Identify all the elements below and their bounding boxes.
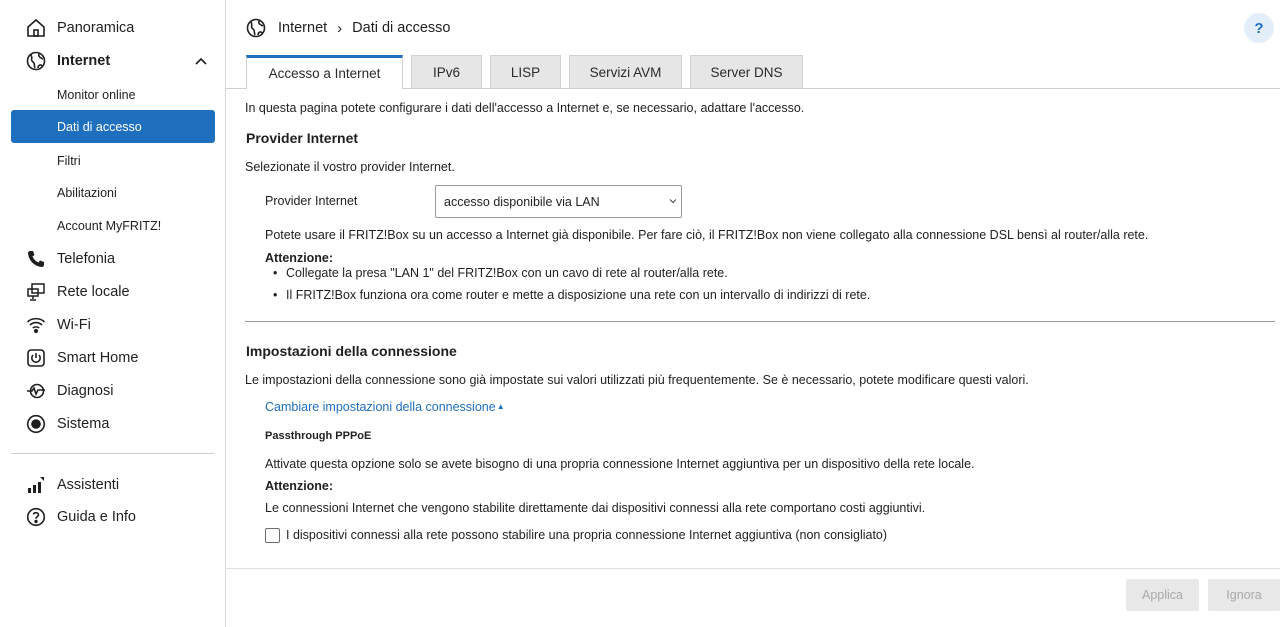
pppoe-info: Attivate questa opzione solo se avete bisogno di una propria connessione Internet aggiuntiva per un dispositivo della rete locale. bbox=[265, 457, 975, 471]
link-text: Cambiare impostazioni della connessione bbox=[265, 400, 496, 414]
wifi-icon bbox=[24, 313, 48, 337]
provider-label: Provider Internet bbox=[265, 194, 358, 208]
tab-lisp[interactable]: LISP bbox=[490, 55, 561, 88]
sidebar-item-wifi[interactable] bbox=[11, 308, 215, 341]
sidebar-subitem-abilitazioni[interactable] bbox=[11, 176, 215, 209]
sidebar-item-label: Telefonia bbox=[57, 250, 116, 267]
sidebar-item-internet[interactable] bbox=[11, 44, 215, 77]
sidebar-item-label: Diagnosi bbox=[57, 382, 114, 399]
sidebar-subitem-label: Monitor online bbox=[57, 87, 136, 102]
help-circle-icon bbox=[24, 505, 48, 529]
provider-info: Potete usare il FRITZ!Box su un accesso a Internet già disponibile. Per fare ciò, il FRITZ!Box non viene collegato alla connessione DSL bensì al router/alla rete. bbox=[265, 228, 1149, 242]
sidebar-item-sistema[interactable] bbox=[11, 407, 215, 440]
assistant-icon bbox=[24, 473, 48, 497]
sidebar-subitem-label: Dati di accesso bbox=[57, 119, 142, 134]
tab-accesso-a-internet[interactable]: Accesso a Internet bbox=[246, 55, 403, 89]
section-heading-provider: Provider Internet bbox=[246, 130, 359, 146]
pppoe-checkbox-label[interactable]: I dispositivi connessi alla rete possono stabilire una propria connessione Internet aggiuntiva (non consigliato) bbox=[286, 528, 888, 542]
power-icon bbox=[24, 346, 48, 370]
connection-info: Le impostazioni della connessione sono già impostate sui valori utilizzati più frequentemente. Se è necessario, potete modificare questi valori. bbox=[245, 373, 1029, 387]
cancel-button[interactable]: Ignora bbox=[1208, 579, 1280, 611]
sidebar-divider bbox=[11, 453, 214, 454]
sidebar-item-label: Wi-Fi bbox=[57, 316, 91, 333]
sidebar-item-telefonia[interactable] bbox=[11, 242, 215, 275]
sidebar-subitem-monitor-online[interactable] bbox=[11, 78, 215, 111]
sidebar-item-label: Guida e Info bbox=[57, 508, 136, 525]
sidebar-subitem-label: Account MyFRITZ! bbox=[57, 218, 162, 233]
caret-up-icon: ▲ bbox=[496, 402, 505, 411]
breadcrumb-separator: › bbox=[337, 19, 343, 37]
help-button[interactable]: ? bbox=[1244, 13, 1274, 43]
sidebar-item-panoramica[interactable] bbox=[11, 11, 215, 44]
home-icon bbox=[24, 16, 48, 40]
section-divider bbox=[245, 321, 1275, 322]
tab-server-dns[interactable]: Server DNS bbox=[690, 55, 803, 88]
sidebar-subitem-label: Abilitazioni bbox=[57, 185, 117, 200]
apply-button[interactable]: Applica bbox=[1126, 579, 1199, 611]
sidebar-item-label: Internet bbox=[57, 52, 111, 69]
footer-divider bbox=[226, 568, 1280, 569]
sidebar-item-guida-e-info[interactable] bbox=[11, 500, 215, 533]
bullet-dot: • bbox=[273, 288, 278, 302]
sidebar-item-assistenti[interactable] bbox=[11, 468, 215, 501]
sidebar-item-label: Panoramica bbox=[57, 19, 135, 36]
network-icon bbox=[24, 280, 48, 304]
breadcrumb-current: Dati di accesso bbox=[352, 20, 451, 36]
provider-select-value: accesso disponibile via LAN bbox=[444, 194, 600, 209]
chevron-down-icon bbox=[669, 197, 677, 205]
sidebar-subitem-label: Filtri bbox=[57, 153, 81, 168]
globe-icon bbox=[24, 49, 48, 73]
globe-icon bbox=[246, 18, 266, 38]
list-item bbox=[273, 266, 728, 280]
section-heading-connection: Impostazioni della connessione bbox=[246, 343, 457, 359]
tab-servizi-avm[interactable]: Servizi AVM bbox=[569, 55, 682, 88]
provider-prompt: Selezionate il vostro provider Internet. bbox=[245, 160, 455, 174]
sidebar-subitem-account-myfritz[interactable] bbox=[11, 209, 215, 242]
sidebar-item-label: Smart Home bbox=[57, 349, 139, 366]
diagnosis-icon bbox=[24, 379, 48, 403]
tab-ipv6[interactable]: IPv6 bbox=[411, 55, 482, 88]
pppoe-checkbox[interactable] bbox=[265, 528, 280, 543]
change-connection-settings-link[interactable] bbox=[265, 400, 505, 414]
pppoe-warning: Le connessioni Internet che vengono stabilite direttamente dai dispositivi connessi alla rete comportano costi aggiuntivi. bbox=[265, 501, 926, 515]
list-item-text: Il FRITZ!Box funziona ora come router e mette a disposizione una rete con un intervallo di indirizzi di rete. bbox=[286, 288, 871, 302]
sidebar-item-rete-locale[interactable] bbox=[11, 275, 215, 308]
pppoe-attention-label: Attenzione: bbox=[265, 479, 334, 493]
sidebar bbox=[0, 0, 226, 627]
breadcrumb bbox=[246, 16, 451, 40]
bullet-dot: • bbox=[273, 266, 278, 280]
phone-icon bbox=[24, 247, 48, 271]
chevron-up-icon bbox=[193, 53, 209, 69]
sidebar-subitem-dati-di-accesso[interactable] bbox=[11, 110, 215, 143]
breadcrumb-root[interactable]: Internet bbox=[278, 20, 328, 36]
sidebar-item-smart-home[interactable] bbox=[11, 341, 215, 374]
sidebar-item-label: Sistema bbox=[57, 415, 110, 432]
system-icon bbox=[24, 412, 48, 436]
sidebar-item-diagnosi[interactable] bbox=[11, 374, 215, 407]
list-item-text: Collegate la presa "LAN 1" del FRITZ!Box con un cavo di rete al router/alla rete. bbox=[286, 266, 728, 280]
sidebar-subitem-filtri[interactable] bbox=[11, 144, 215, 177]
sidebar-item-label: Assistenti bbox=[57, 476, 120, 493]
intro-text: In questa pagina potete configurare i dati dell'accesso a Internet e, se necessario, adattare l'accesso. bbox=[245, 101, 805, 115]
sidebar-item-label: Rete locale bbox=[57, 283, 130, 300]
list-item bbox=[273, 288, 870, 302]
attention-label: Attenzione: bbox=[265, 251, 334, 265]
pppoe-heading: Passthrough PPPoE bbox=[265, 430, 372, 442]
provider-select[interactable] bbox=[435, 185, 682, 218]
